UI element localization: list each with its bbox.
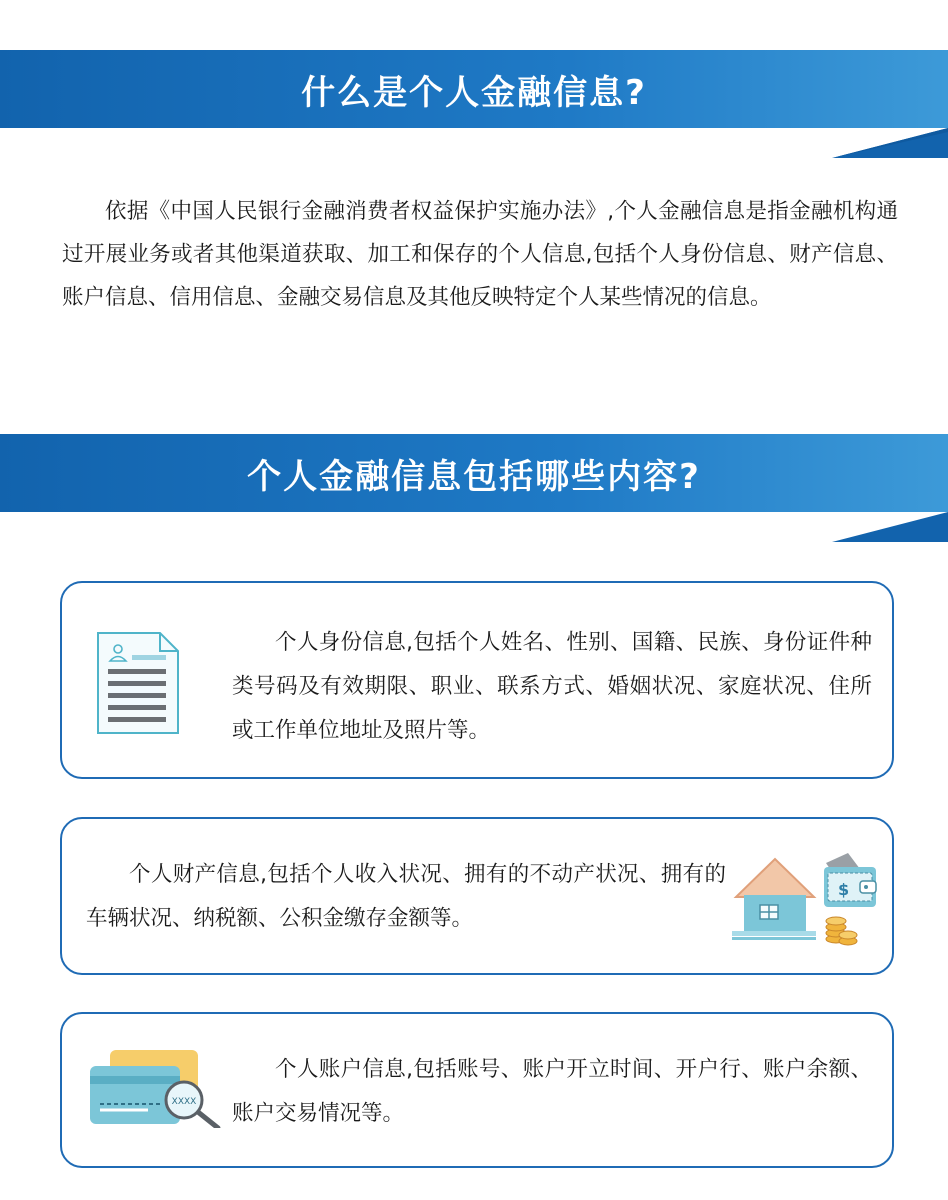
card-number-mask: XXXX [171,1097,197,1107]
section1-title: 什么是个人金融信息? [301,72,647,113]
bank-card-magnifier-icon [88,1048,228,1128]
account-info-text: 个人账户信息,包括账号、账户开立时间、开户行、账户余额、账户交易情况等。 [232,1057,872,1126]
section1-banner [0,50,948,128]
property-info-text: 个人财产信息,包括个人收入状况、拥有的不动产状况、拥有的车辆状况、纳税额、公积金缴存金额等。 [86,862,726,931]
identity-info-text: 个人身份信息,包括个人姓名、性别、国籍、民族、身份证件种类号码及有效期限、职业、联系方式、婚姻状况、家庭状况、住所或工作单位地址及照片等。 [232,630,872,743]
identity-info-card [60,581,894,779]
svg-text:$: $ [838,880,850,899]
house-wallet-coins-icon [730,849,880,953]
section1-body: 依据《中国人民银行金融消费者权益保护实施办法》,个人金融信息是指金融机构通过开展业务或者其他渠道获取、加工和保存的个人信息,包括个人身份信息、财产信息、账户信息、信用信息、金融交易信息及其他反映特定个人某些情况的信息。 [62,199,898,310]
section2-banner-tail [832,512,948,542]
section2-title: 个人金融信息包括哪些内容? [247,456,701,497]
id-document-icon [96,631,180,735]
section2-banner [0,434,948,512]
section1-banner-tail [832,128,948,158]
property-info-card [60,817,894,975]
account-info-card [60,1012,894,1168]
